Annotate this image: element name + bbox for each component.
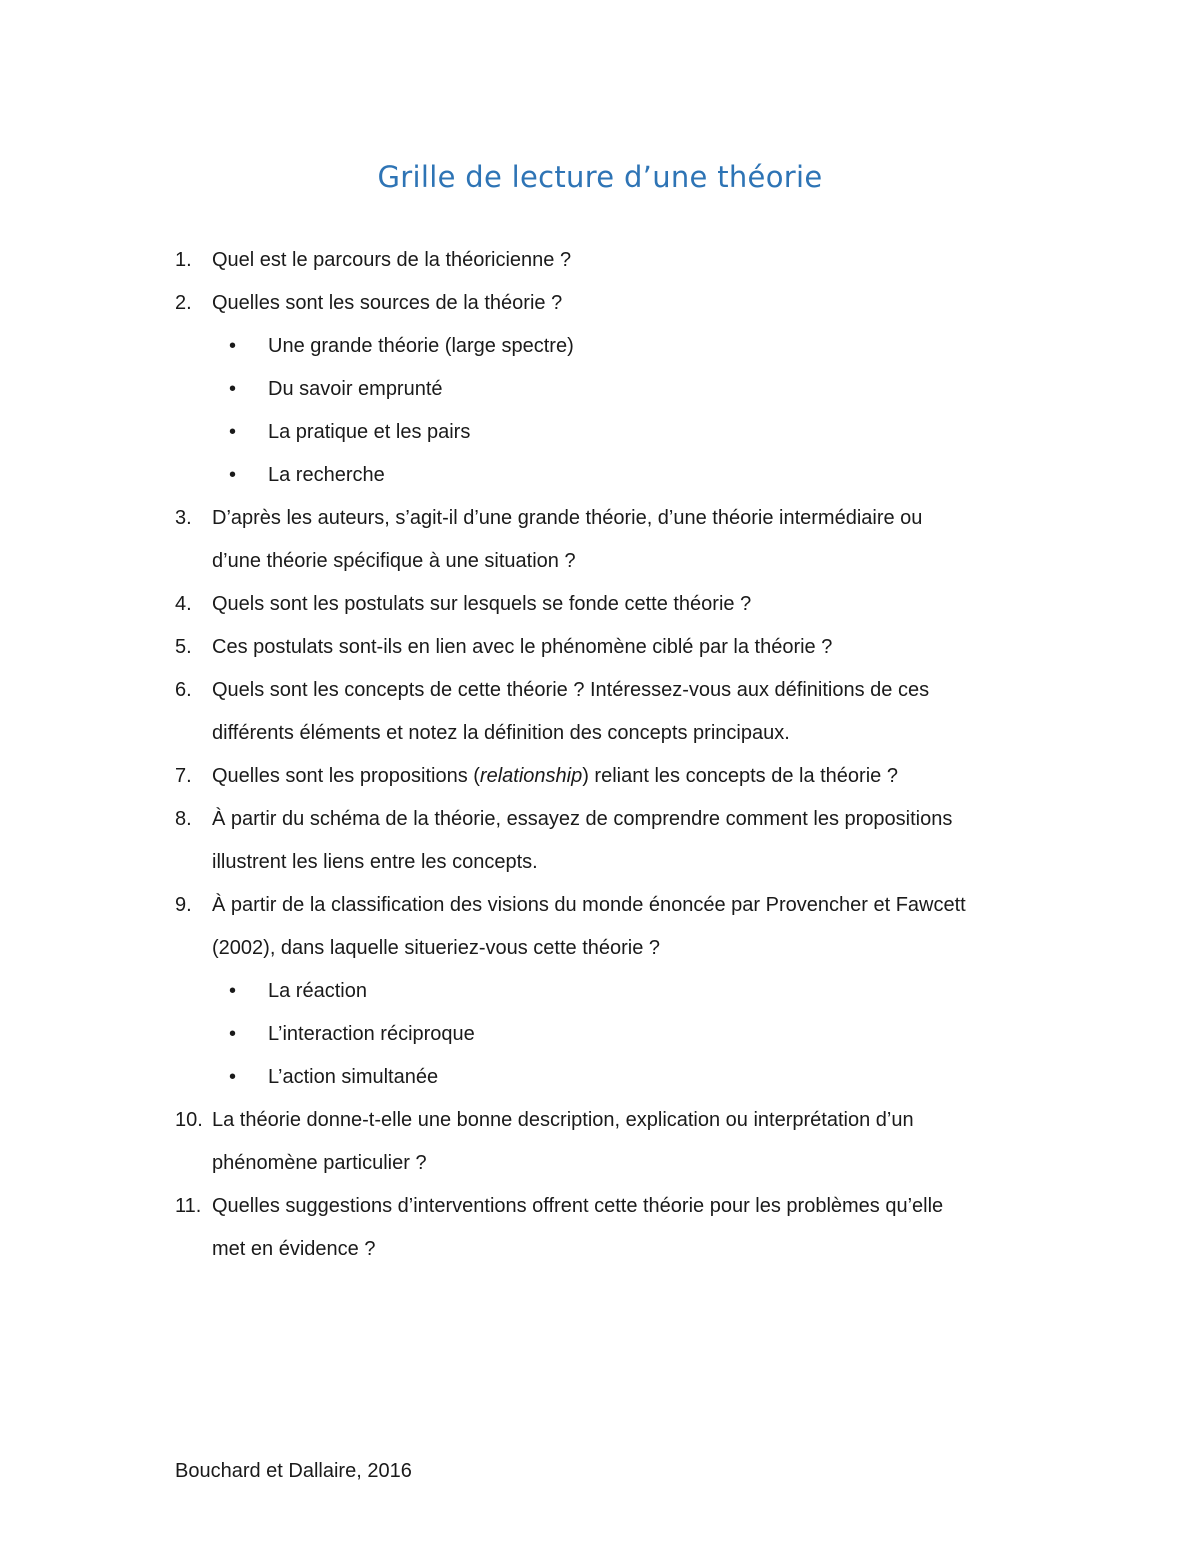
sub-item-text: La recherche: [268, 464, 385, 486]
bullet-icon: •: [229, 335, 237, 357]
item-text: À partir de la classification des visions du monde énoncée par Provencher et Fawcett: [212, 894, 966, 916]
item-text: Quelles sont les sources de la théorie ?: [212, 292, 563, 314]
item-text: Ces postulats sont-ils en lien avec le phénomène ciblé par la théorie ?: [212, 636, 833, 658]
item-text-continued: d’une théorie spécifique à une situation ?: [212, 550, 576, 572]
item-text: D’après les auteurs, s’agit-il d’une grande théorie, d’une théorie intermédiaire ou: [212, 507, 923, 529]
item-number: 6.: [175, 679, 192, 701]
item-number: 2.: [175, 292, 192, 314]
item-text-continued: phénomène particulier ?: [212, 1152, 427, 1174]
item-text: Quelles suggestions d’interventions offrent cette théorie pour les problèmes qu’elle: [212, 1195, 944, 1217]
footer-citation: Bouchard et Dallaire, 2016: [175, 1460, 412, 1482]
list-item-2: [175, 282, 1035, 325]
bullet-icon: •: [229, 1066, 237, 1088]
bullet-icon: •: [229, 378, 237, 400]
sub-item-text: La pratique et les pairs: [268, 421, 471, 443]
bullet-icon: •: [229, 464, 237, 486]
list-item-11: [175, 1185, 1035, 1271]
sub-item: [175, 1013, 1035, 1056]
item-number: 8.: [175, 808, 192, 830]
sub-item: [175, 325, 1035, 368]
item-text: À partir du schéma de la théorie, essayez de comprendre comment les propositions: [212, 808, 953, 830]
list-item-7: [175, 755, 1035, 798]
list-item-8: [175, 798, 1035, 884]
list-item-4: [175, 583, 1035, 626]
item-text: Quel est le parcours de la théoricienne ?: [212, 249, 572, 271]
item-text-continued: différents éléments et notez la définition des concepts principaux.: [212, 722, 790, 744]
sub-item-text: La réaction: [268, 980, 367, 1002]
sub-item: [175, 970, 1035, 1013]
sub-item-text: Une grande théorie (large spectre): [268, 335, 574, 357]
sub-item: [175, 411, 1035, 454]
list-item-5: [175, 626, 1035, 669]
bullet-icon: •: [229, 421, 237, 443]
item-text-continued: (2002), dans laquelle situeriez-vous cette théorie ?: [212, 937, 661, 959]
sub-item-text: L’action simultanée: [268, 1066, 439, 1088]
item-number: 1.: [175, 249, 192, 271]
list-item-3: [175, 497, 1035, 583]
item-text-post: ) reliant les concepts de la théorie ?: [582, 765, 898, 787]
item-text-emphasis: relationship: [479, 765, 583, 787]
item-text-continued: met en évidence ?: [212, 1238, 376, 1260]
list-item-10: [175, 1099, 1035, 1185]
item-text: Quels sont les concepts de cette théorie ? Intéressez-vous aux définitions de ces: [212, 679, 930, 701]
item-text: [212, 755, 1035, 798]
page-title: Grille de lecture d’une théorie: [377, 160, 823, 194]
list-item-1: [175, 239, 1035, 282]
question-list: [175, 239, 1035, 1271]
sub-item-text: Du savoir emprunté: [268, 378, 443, 400]
item-text: La théorie donne-t-elle une bonne description, explication ou interprétation d’un: [212, 1109, 914, 1131]
item-text-continued: illustrent les liens entre les concepts.: [212, 851, 538, 873]
sub-item: [175, 454, 1035, 497]
bullet-icon: •: [229, 980, 237, 1002]
list-item-9: [175, 884, 1035, 970]
item-number: 7.: [175, 765, 192, 787]
item-number: 10.: [175, 1109, 203, 1131]
sub-item: [175, 368, 1035, 411]
bullet-icon: •: [229, 1023, 237, 1045]
item-number: 3.: [175, 507, 192, 529]
item-number: 9.: [175, 894, 192, 916]
item-text: Quels sont les postulats sur lesquels se fonde cette théorie ?: [212, 593, 752, 615]
list-item-6: [175, 669, 1035, 755]
sub-item-text: L’interaction réciproque: [268, 1023, 475, 1045]
item-text-pre: Quelles sont les propositions (: [212, 765, 480, 787]
sub-item: [175, 1056, 1035, 1099]
item-number: 4.: [175, 593, 192, 615]
item-number: 11.: [175, 1195, 202, 1217]
item-number: 5.: [175, 636, 192, 658]
